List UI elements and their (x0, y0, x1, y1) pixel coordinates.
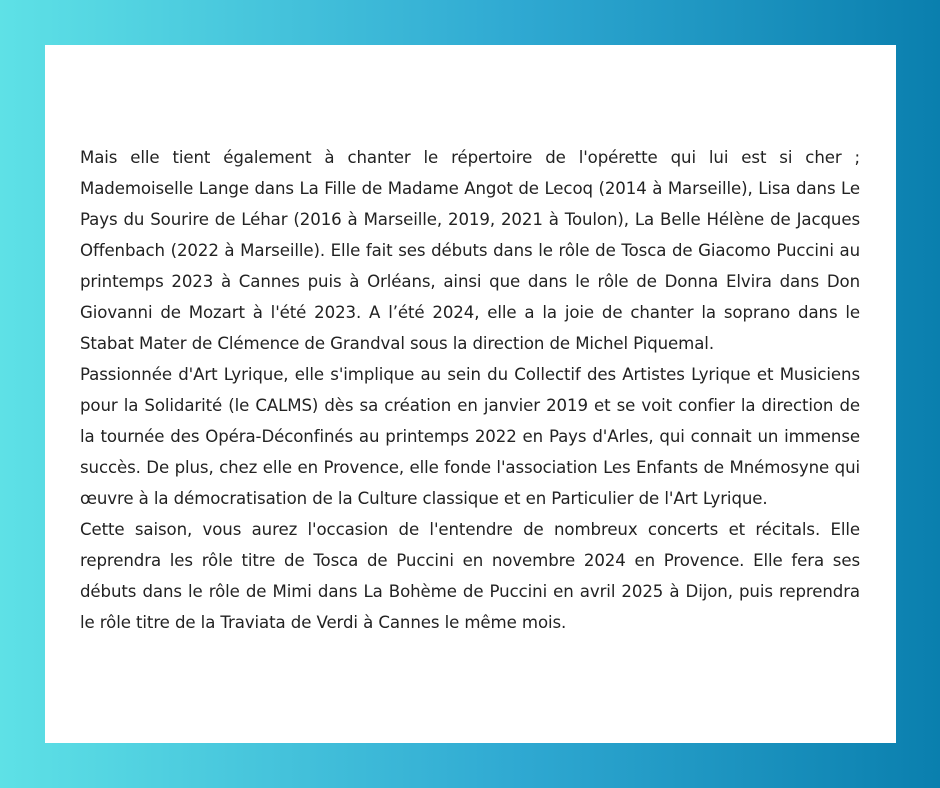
paragraph-calms: Passionnée d'Art Lyrique, elle s'implique au sein du Collectif des Artistes Lyrique et Musiciens pour la Solidarité (le CALMS) dès sa création en janvier 2019 et se voit confier la direction de la tournée des Opéra-Déconfinés au printemps 2022 en Pays d'Arles, qui connait un immense succès. De plus, chez elle en Provence, elle fonde l'association Les Enfants de Mnémosyne qui œuvre à la démocratisation de la Culture classique et en Particulier de l'Art Lyrique. (80, 365, 860, 508)
text-card (45, 45, 896, 743)
biography-text (80, 142, 860, 638)
paragraph-operetta: Mais elle tient également à chanter le répertoire de l'opérette qui lui est si cher ; Mademoiselle Lange dans La Fille de Madame Angot de Lecoq (2014 à Marseille), Lisa dans Le Pays du Sourire de Léhar (2016 à Marseille, 2019, 2021 à Toulon), La Belle Hélène de Jacques Offenbach (2022 à Marseille). Elle fait ses débuts dans le rôle de Tosca de Giacomo Puccini au printemps 2023 à Cannes puis à Orléans, ainsi que dans le rôle de Donna Elvira dans Don Giovanni de Mozart à l'été 2023. A l’été 2024, elle a la joie de chanter la soprano dans le Stabat Mater de Clémence de Grandval sous la direction de Michel Piquemal. (80, 148, 860, 353)
paragraph-season: Cette saison, vous aurez l'occasion de l'entendre de nombreux concerts et récitals. Elle reprendra les rôle titre de Tosca de Puccini en novembre 2024 en Provence. Elle fera ses débuts dans le rôle de Mimi dans La Bohème de Puccini en avril 2025 à Dijon, puis reprendra le rôle titre de la Traviata de Verdi à Cannes le même mois. (80, 520, 860, 632)
